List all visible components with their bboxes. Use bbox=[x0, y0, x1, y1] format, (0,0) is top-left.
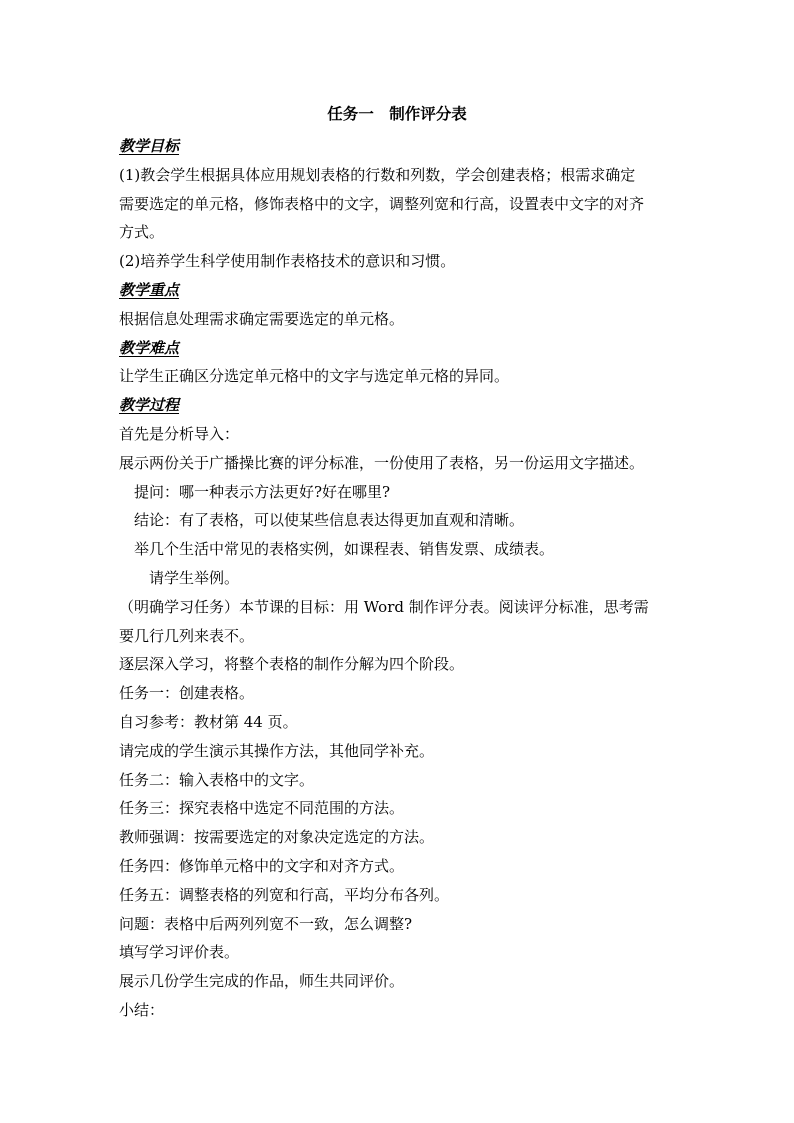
doc-line: 结论：有了表格，可以使某些信息表达得更加直观和清晰。 bbox=[134, 511, 525, 530]
section-heading: 教学重点 bbox=[119, 280, 180, 299]
doc-line: 提问：哪一种表示方法更好?好在哪里? bbox=[134, 482, 391, 501]
doc-line: 让学生正确区分选定单元格中的文字与选定单元格的异同。 bbox=[119, 367, 510, 386]
doc-line: 教师强调：按需要选定的对象决定选定的方法。 bbox=[119, 828, 435, 847]
doc-line: 任务四：修饰单元格中的文字和对齐方式。 bbox=[119, 856, 405, 875]
doc-line: 填写学习评价表。 bbox=[119, 943, 240, 962]
doc-line: 请完成的学生演示其操作方法，其他同学补充。 bbox=[119, 741, 435, 760]
doc-line: 逐层深入学习，将整个表格的制作分解为四个阶段。 bbox=[119, 655, 465, 674]
doc-line: 根据信息处理需求确定需要选定的单元格。 bbox=[119, 309, 405, 328]
section-heading: 教学目标 bbox=[119, 137, 180, 155]
doc-line: (2)培养学生科学使用制作表格技术的意识和习惯。 bbox=[119, 252, 456, 271]
doc-line: 举几个生活中常见的表格实例，如课程表、销售发票、成绩表。 bbox=[134, 540, 555, 559]
doc-line: 要几行几列来表不。 bbox=[119, 626, 255, 645]
section-heading: 教学过程 bbox=[119, 396, 180, 415]
doc-line: 问题：表格中后两列列宽不一致，怎么调整? bbox=[119, 914, 413, 933]
doc-line: 首先是分析导入： bbox=[119, 424, 240, 443]
doc-line: 自习参考：教材第 44 页。 bbox=[119, 712, 298, 731]
doc-line: 展示两份关于广播操比赛的评分标准，一份使用了表格，另一份运用文字描述。 bbox=[119, 453, 645, 472]
doc-line: 任务三：探究表格中选定不同范围的方法。 bbox=[119, 799, 405, 818]
doc-line: 任务五：调整表格的列宽和行高，平均分布各列。 bbox=[119, 885, 450, 904]
doc-line: 方式。 bbox=[119, 223, 165, 242]
doc-line: (1)教会学生根据具体应用规划表格的行数和列数，学会创建表格；根需求确定 bbox=[119, 165, 636, 184]
doc-line: 展示几份学生完成的作品，师生共同评价。 bbox=[119, 972, 405, 991]
doc-line: 任务一：创建表格。 bbox=[119, 684, 255, 703]
section-heading: 教学难点 bbox=[119, 338, 180, 357]
doc-line: （明确学习任务）本节课的目标：用 Word 制作评分表。阅读评分标准，思考需 bbox=[119, 597, 649, 616]
doc-line: 任务二：输入表格中的文字。 bbox=[119, 770, 315, 789]
document-body bbox=[119, 132, 681, 1025]
doc-line: 请学生举例。 bbox=[149, 568, 240, 587]
doc-line: 小结： bbox=[119, 1000, 165, 1019]
doc-line: 需要选定的单元格，修饰表格中的文字，调整列宽和行高，设置表中文字的对齐 bbox=[119, 194, 645, 213]
document-title: 任务一 制作评分表 bbox=[327, 104, 467, 123]
